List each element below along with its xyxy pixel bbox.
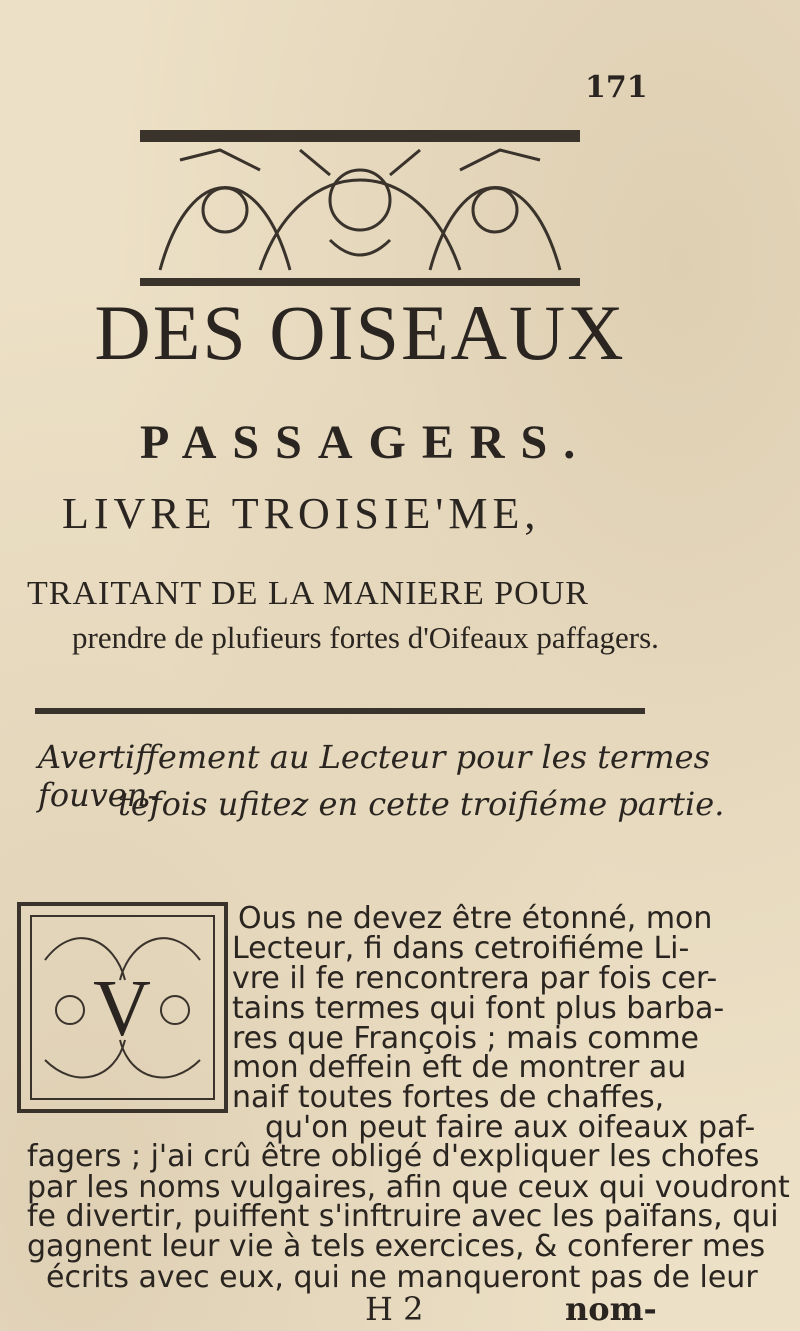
page-number: 171 xyxy=(585,70,648,105)
catchword: nom- xyxy=(565,1290,657,1329)
body-line-6: mon deffein eft de montrer au xyxy=(232,1050,687,1086)
ornamental-headpiece xyxy=(100,120,620,295)
body-line-1: Ous ne devez être étonné, mon xyxy=(238,901,713,936)
body-line-8: qu'on peut faire aux oifeaux paf- xyxy=(265,1109,756,1145)
dropcap-letter: V xyxy=(93,965,151,1053)
body-line-7: naif toutes fortes de chaffes, xyxy=(232,1079,665,1115)
section-heading-line2: prendre de plufieurs fortes d'Oifeaux paffagers. xyxy=(72,620,659,655)
body-line-3: vre il fe rencontrera par fois cer- xyxy=(232,961,718,997)
decorated-initial xyxy=(15,900,230,1115)
book-title: LIVRE TROISIE'ME, xyxy=(62,489,541,538)
body-line-11: fe divertir, puiffent s'inftruire avec les païfans, qui xyxy=(27,1199,779,1235)
body-line-5: res que François ; mais comme xyxy=(232,1020,700,1056)
body-line-13: écrits avec eux, qui ne manqueront pas de leur xyxy=(46,1259,758,1295)
body-line-9: fagers ; j'ai crû être obligé d'expliquer les chofes xyxy=(27,1139,760,1175)
section-heading-line1: TRAITANT DE LA MANIERE POUR xyxy=(27,575,589,612)
body-line-12: gagnent leur vie à tels exercices, & conferer mes xyxy=(27,1229,766,1265)
title-main: DES OISEAUX xyxy=(94,289,626,376)
body-line-2: Lecteur, fi dans cetroifiéme Li- xyxy=(232,930,690,966)
notice-line2: tefois ufitez en cette troifiéme partie. xyxy=(118,785,725,823)
title-subtitle: PASSAGERS. xyxy=(140,416,592,469)
body-line-4: tains termes qui font plus barba- xyxy=(232,990,725,1026)
notice-line1: Avertiffement au Lecteur pour les termes fouven- xyxy=(38,738,710,814)
signature-mark: H 2 xyxy=(365,1290,424,1329)
body-line-10: par les noms vulgaires, afin que ceux qui voudront xyxy=(27,1169,790,1205)
horizontal-rule xyxy=(35,708,645,714)
